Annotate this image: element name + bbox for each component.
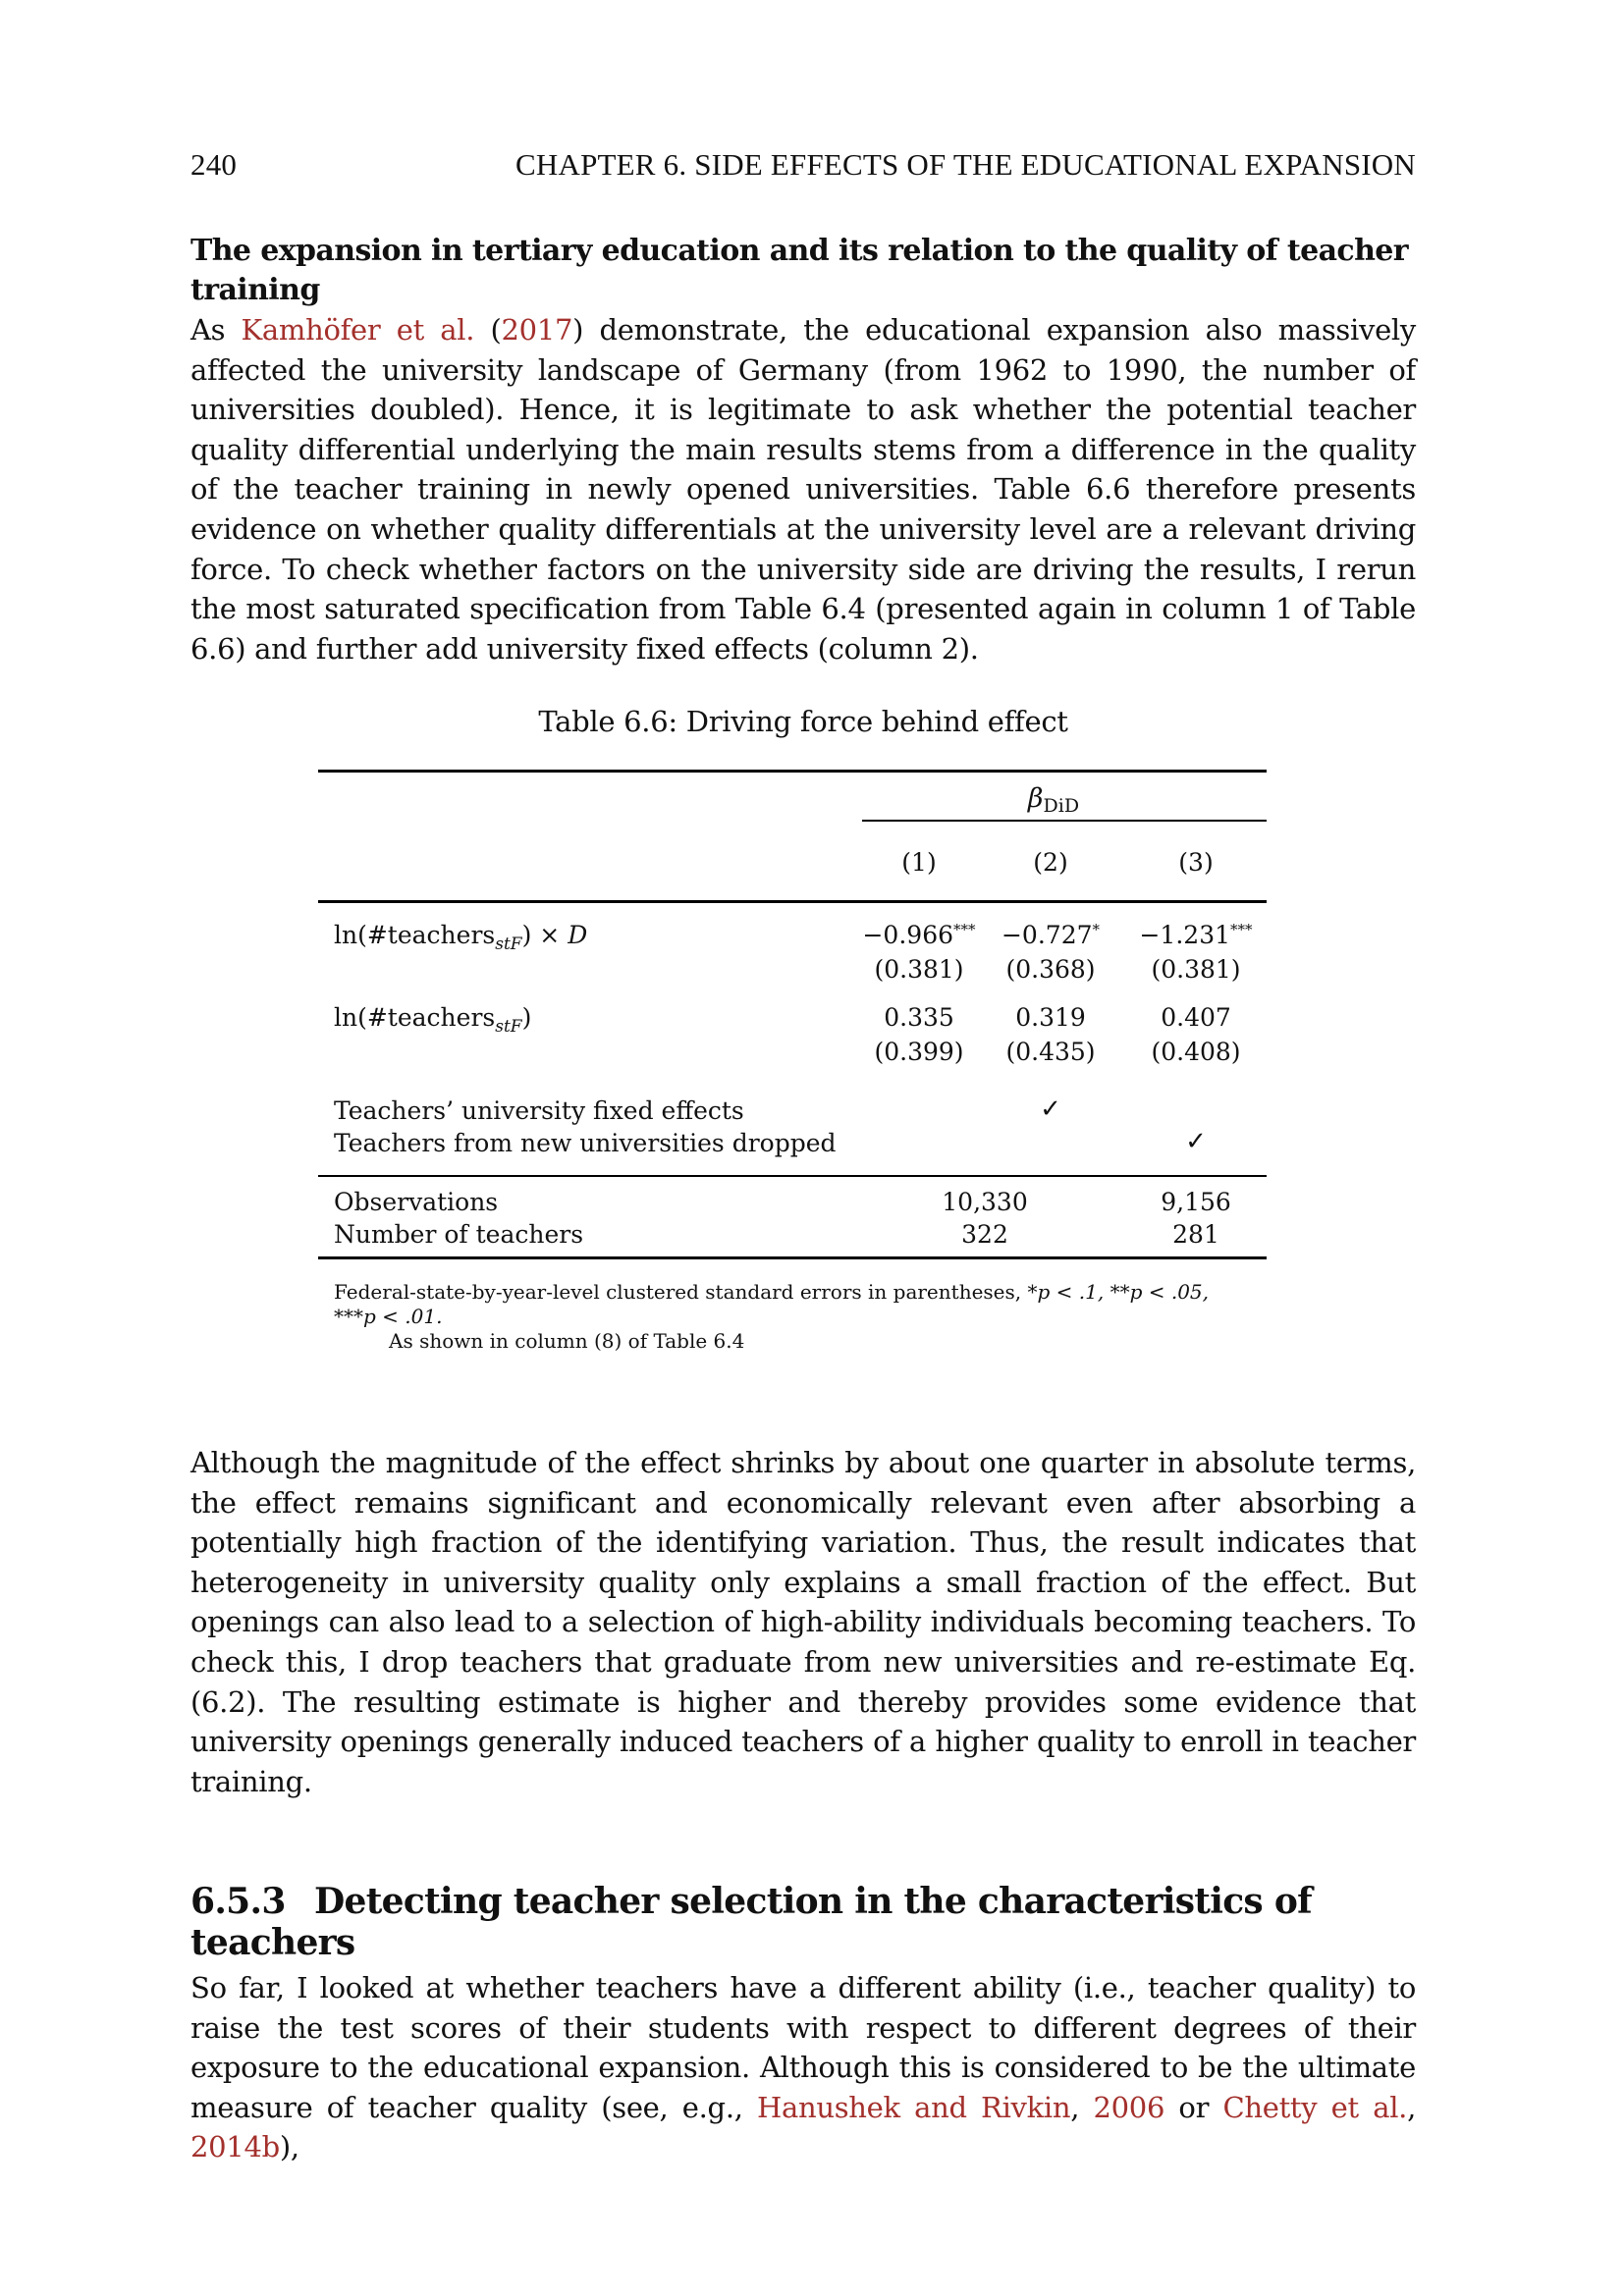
group-header-beta-did <box>1028 783 1079 817</box>
coef-row2-col1: 0.335 <box>884 1003 954 1032</box>
se-row2-col2: (0.435) <box>1005 1038 1096 1066</box>
label-text: ) × <box>521 921 568 949</box>
beta-symbol: β <box>1027 783 1044 814</box>
text-run: As <box>190 313 242 347</box>
citation-link-hanushek-rivkin[interactable]: Hanushek and Rivkin <box>756 2090 1071 2124</box>
chapter-title: CHAPTER 6. SIDE EFFECTS OF THE EDUCATIONAL EXPANSION <box>515 147 1416 182</box>
stat-label-observations: Observations <box>334 1188 499 1216</box>
paragraph-1 <box>190 310 1416 668</box>
coef-row2-col2: 0.319 <box>1015 1003 1086 1032</box>
table-footnote-note: As shown in column (8) of Table 6.4 <box>389 1329 745 1353</box>
table-caption: Table 6.6: Driving force behind effect <box>538 705 1068 738</box>
paragraph-3 <box>190 1968 1416 2167</box>
citation-link-kamhoefer[interactable]: Kamhöfer et al. <box>241 313 475 347</box>
se-row1-col2: (0.368) <box>1005 955 1096 984</box>
checkmark-icon: ✓ <box>1185 1127 1207 1156</box>
label-variable: D <box>568 921 588 949</box>
label-subscript: stF <box>495 1017 522 1037</box>
coef-row1-col2 <box>1001 921 1100 949</box>
section-title: Detecting teacher selection in the characteristics of teachers <box>190 1881 1312 1963</box>
text-run: , <box>1407 2090 1417 2124</box>
section-number: 6.5.3 <box>190 1881 286 1922</box>
text-run: ), <box>279 2130 299 2164</box>
group-header-rule <box>862 820 1267 822</box>
table-top-rule <box>318 770 1267 773</box>
significance-stars: *** <box>953 921 976 938</box>
se-row1-col1: (0.381) <box>874 955 964 984</box>
coef-value: −1.231 <box>1139 921 1231 949</box>
se-row1-col3: (0.381) <box>1151 955 1241 984</box>
stat-teachers-cols-1-2: 322 <box>961 1220 1008 1249</box>
coef-row1-col1 <box>862 921 975 949</box>
significance-stars: *** <box>1230 921 1253 938</box>
citation-year-link-2017[interactable]: 2017 <box>501 313 573 347</box>
running-header <box>190 147 1416 183</box>
paragraph-heading: The expansion in tertiary education and its relation to the quality of teacher training <box>190 234 1408 307</box>
table-stats-rule <box>318 1175 1267 1177</box>
table-mid-rule <box>318 900 1267 903</box>
beta-subscript: DiD <box>1043 795 1080 817</box>
footnote-text: Federal-state-by-year-level clustered standard errors in parentheses, <box>334 1280 1028 1304</box>
row-label-ln-teachers <box>334 1003 531 1037</box>
citation-link-chetty[interactable]: Chetty et al. <box>1222 2090 1408 2124</box>
citation-year-link-2014b[interactable]: 2014b <box>190 2130 280 2164</box>
footnote-p-level: **p < .05, <box>1110 1280 1210 1304</box>
column-header-3: (3) <box>1178 848 1214 877</box>
text-run: ( <box>474 313 502 347</box>
column-header-1: (1) <box>901 848 937 877</box>
row-label-interaction <box>334 921 587 954</box>
footnote-p-level: *p < .1, <box>1027 1280 1110 1304</box>
se-row2-col3: (0.408) <box>1151 1038 1241 1066</box>
stat-teachers-col-3: 281 <box>1172 1220 1219 1249</box>
coef-value: −0.727 <box>1001 921 1093 949</box>
indicator-label-university-fe: Teachers’ university fixed effects <box>334 1096 744 1125</box>
label-subscript: stF <box>495 934 522 954</box>
coef-value: −0.966 <box>862 921 954 949</box>
text-run: ) demonstrate, the educational expansion also massively affected the university landscape of Germany (from 1962 to 1990, the number of universities doubled). Hence, it is legitimate to ask whether the potential teacher quality differential underlying the main results stems from a difference in the quality of the teacher training in newly opened universities. Table 6.6 therefore presents evidence on whether quality differentials at the university level are a relevant driving force. To check whether factors on the university side are driving the results, I rerun the most saturated specification from Table 6.4 (presented again in column 1 of Table 6.6) and further add university fixed effects (column 2). <box>190 313 1416 666</box>
label-text: ) <box>521 1003 532 1032</box>
label-text: ln(#teachers <box>334 1003 496 1032</box>
text-run: or <box>1164 2090 1223 2124</box>
stat-label-number-of-teachers: Number of teachers <box>334 1220 584 1249</box>
checkmark-icon: ✓ <box>1040 1095 1061 1124</box>
footnote-p-level: ***p < .01. <box>334 1305 443 1328</box>
text-run: , <box>1070 2090 1094 2124</box>
text-run: So far, I looked at whether teachers have a different ability (i.e., teacher quality) to raise the test scores of their students with respect to different degrees of their exposure to the educational expansion. Although this is considered to be the ultimate measure of teacher quality (see, e.g., <box>190 1971 1416 2124</box>
page-number: 240 <box>190 147 238 182</box>
se-row2-col1: (0.399) <box>874 1038 964 1066</box>
section-heading <box>190 1881 1416 1963</box>
coef-row2-col3: 0.407 <box>1161 1003 1231 1032</box>
significance-stars: * <box>1092 921 1101 938</box>
stat-observations-col-3: 9,156 <box>1161 1188 1231 1216</box>
citation-year-link-2006[interactable]: 2006 <box>1093 2090 1165 2124</box>
stat-observations-cols-1-2: 10,330 <box>942 1188 1028 1216</box>
table-footnote-significance <box>334 1280 1257 1329</box>
paragraph-2: Although the magnitude of the effect shrinks by about one quarter in absolute terms, the effect remains significant and economically relevant even after absorbing a potentially high fraction of the identifying variation. Thus, the result indicates that heterogeneity in university quality only explains a small fraction of the effect. But openings can also lead to a selection of high-ability individuals becoming teachers. To check this, I drop teachers that graduate from new universities and re-estimate Eq. (6.2). The resulting estimate is higher and thereby provides some evidence that university openings generally induced teachers of a higher quality to enroll in teacher training. <box>190 1446 1416 1798</box>
coef-row1-col3 <box>1139 921 1252 949</box>
label-text: ln(#teachers <box>334 921 496 949</box>
table-bottom-rule <box>318 1256 1267 1259</box>
indicator-label-new-universities-dropped: Teachers from new universities dropped <box>334 1129 837 1157</box>
column-header-2: (2) <box>1033 848 1068 877</box>
